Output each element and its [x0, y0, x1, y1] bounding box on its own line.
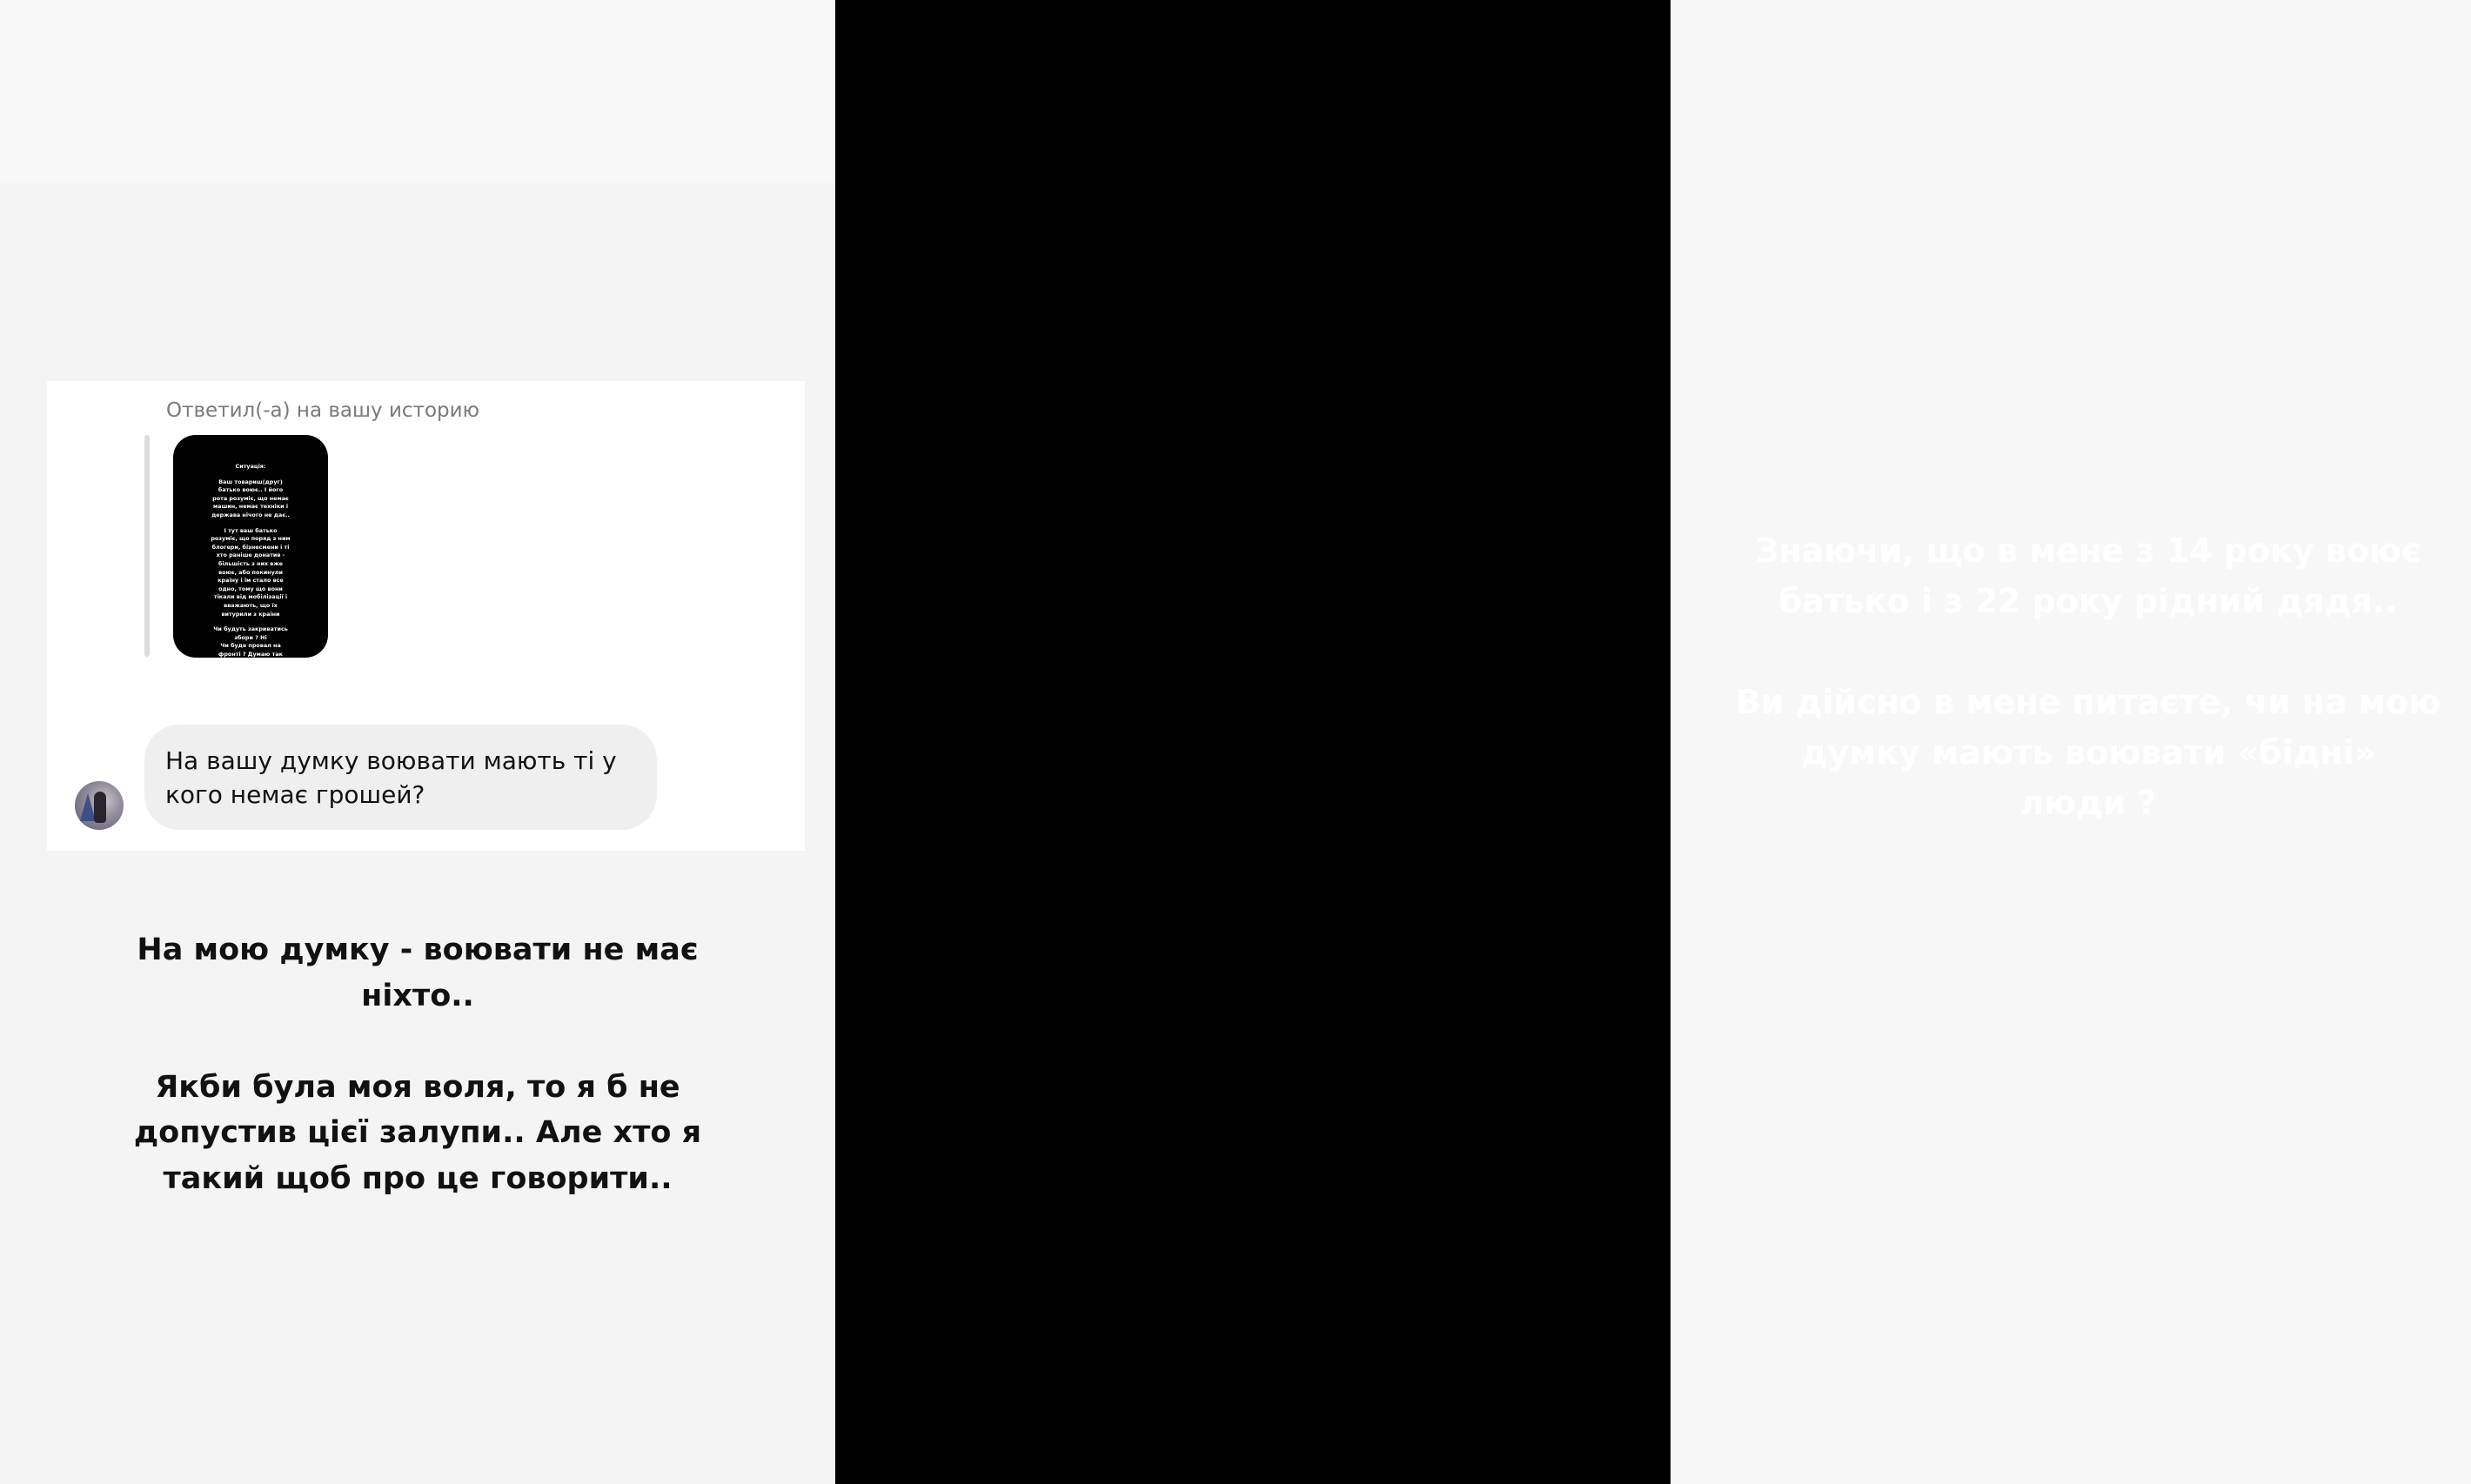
right-caption-text: Знаючи, що в мене з 14 року воює батько і з 22 року рідний дядя.. Ви дійсно в мене питаєте, чи на мою думку мають воювати «бідні» люди ?: [1735, 531, 2441, 822]
story-preview-thumbnail[interactable]: [173, 435, 328, 658]
avatar-person-shape: [94, 792, 106, 823]
quote-bar: [144, 435, 150, 657]
story-reply-label: Ответил(-а) на вашу историю: [166, 399, 479, 422]
left-story-panel: [0, 0, 835, 1484]
story-preview-paragraph: І тут ваш батько розуміє, що поряд з ним блогери, бізнесмени і ті хто раніше донатив - більшість з них вже воює, або покинули країну і їм стало все одно, тому що вони тікали від мобілізації і вважають, що їх витурили з країни: [211, 526, 291, 618]
story-reply-card: [47, 381, 805, 851]
story-preview-heading: Ситуація:: [235, 463, 266, 470]
right-story-panel: [835, 0, 2441, 1484]
message-bubble[interactable]: На вашу думку воювати мають ті у кого немає грошей?: [144, 725, 657, 830]
left-caption-text: На мою думку - воювати не має ніхто.. Якби була моя воля, то я б не допустив цієї залупи.. Але хто я такий щоб про це говорити..: [133, 933, 702, 1196]
avatar[interactable]: [75, 781, 124, 830]
story-preview-paragraph: Чи будуть закриватись збори ? Ні Чи буде провал на фронті ? Думаю так: [213, 625, 288, 658]
story-preview-paragraph: Ваш товариш(друг) батько воює.. І його рота розуміє, що немає машин, немає техніки і держава нічого не дає..: [211, 478, 290, 518]
